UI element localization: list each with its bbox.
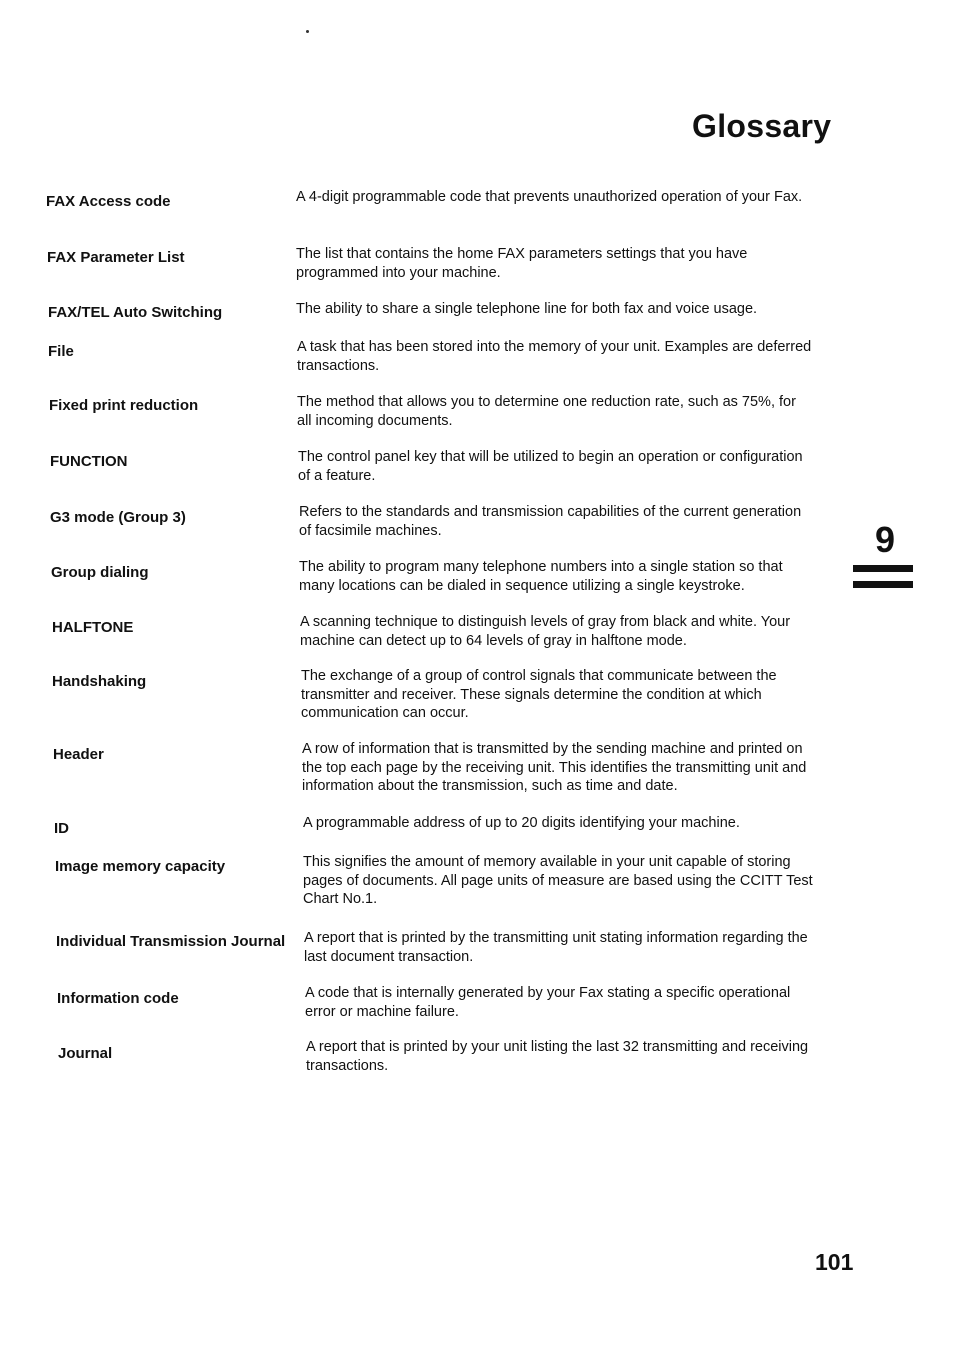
scan-speck [306,30,309,33]
glossary-term: ID [54,820,69,837]
chapter-number: 9 [874,519,896,560]
glossary-term: Handshaking [52,673,147,690]
chapter-tab-bar [853,581,913,588]
glossary-term: FAX/TEL Auto Switching [48,304,223,321]
glossary-term: HALFTONE [52,619,134,636]
glossary-definition: Refers to the standards and transmission capabilities of the current generation of facsimile machines. [299,504,802,539]
page-title: Glossary [692,108,832,144]
glossary-term: File [48,343,74,360]
chapter-tab-bar [853,565,913,572]
glossary-definition: A task that has been stored into the memory of your unit. Examples are deferred transactions. [297,339,812,374]
glossary-definition: This signifies the amount of memory available in your unit capable of storing pages of documents. All page units of measure are based using the CCITT Test Chart No.1. [303,854,813,907]
glossary-term: G3 mode (Group 3) [50,509,186,526]
glossary-definition: The list that contains the home FAX parameters settings that you have programmed into your machine. [296,246,748,281]
glossary-definition: The control panel key that will be utilized to begin an operation or configuration of a feature. [298,449,803,484]
page-number: 101 [815,1249,854,1275]
glossary-definition: A code that is internally generated by your Fax stating a specific operational error or machine failure. [305,985,791,1020]
glossary-definition: A report that is printed by your unit listing the last 32 transmitting and receiving transactions. [306,1039,809,1074]
glossary-term: Journal [58,1045,113,1062]
glossary-definition: A report that is printed by the transmitting unit stating information regarding the last document transaction. [304,930,808,965]
glossary-definition: The ability to program many telephone numbers into a single station so that many locations can be dialed in sequence utilizing a single keystroke. [299,559,783,594]
glossary-term: Image memory capacity [55,858,226,875]
glossary-term: FAX Parameter List [47,249,185,266]
glossary-term: Individual Transmission Journal [56,933,286,950]
glossary-term: FAX Access code [46,193,171,210]
glossary-term: Group dialing [51,564,149,581]
glossary-definition: A programmable address of up to 20 digits identifying your machine. [303,815,740,831]
glossary-term: Header [53,746,104,763]
glossary-term: FUNCTION [50,453,128,470]
glossary-definition: A row of information that is transmitted by the sending machine and printed on the top each page by the receiving unit. This identifies the transmitting unit and information about the transmission, such as time and date. [302,741,807,794]
glossary-definition: The ability to share a single telephone line for both fax and voice usage. [296,301,758,317]
glossary-definition: A 4-digit programmable code that prevents unauthorized operation of your Fax. [296,189,803,205]
chapter-tab [853,520,913,588]
glossary-term: Information code [57,990,179,1007]
glossary-definition: A scanning technique to distinguish levels of gray from black and white. Your machine can detect up to 64 levels of gray in halftone mode. [300,614,791,649]
glossary-definition: The method that allows you to determine one reduction rate, such as 75%, for all incoming documents. [297,394,796,429]
glossary-term: Fixed print reduction [49,397,199,414]
glossary-definition: The exchange of a group of control signals that communicate between the transmitter and receiver. These signals determine the condition at which communication can occur. [301,668,777,721]
